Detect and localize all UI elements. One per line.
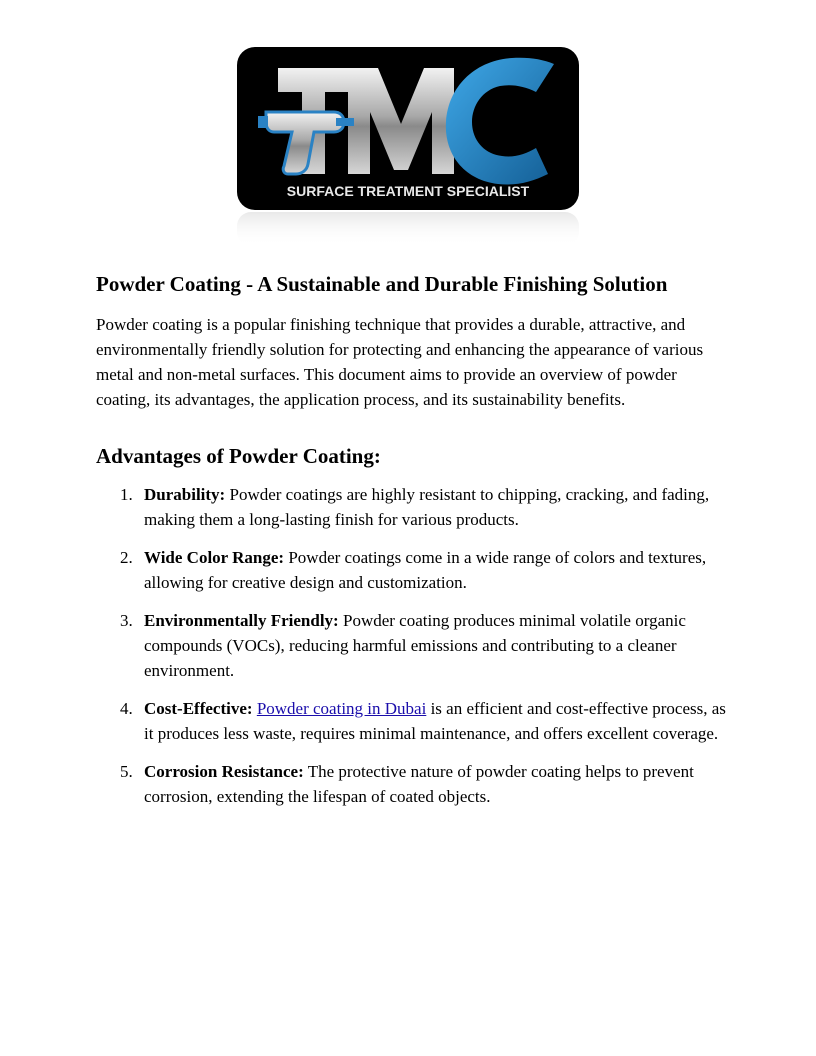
logo-tagline: SURFACE TREATMENT SPECIALIST: [286, 183, 530, 199]
document-title: Powder Coating - A Sustainable and Durable Finishing Solution: [96, 272, 668, 296]
powder-coating-dubai-link[interactable]: Powder coating in Dubai: [256, 699, 427, 718]
list-number: 4.: [120, 699, 133, 718]
list-number: 1.: [120, 485, 133, 504]
document-body: [96, 270, 726, 822]
advantages-heading: Advantages of Powder Coating:: [96, 444, 381, 468]
list-term: Corrosion Resistance:: [144, 762, 304, 781]
list-item: [96, 545, 726, 595]
list-term: Durability:: [144, 485, 226, 504]
list-item: [96, 608, 726, 683]
list-term: Cost-Effective:: [144, 699, 253, 718]
list-number: 5.: [120, 762, 133, 781]
list-number: 3.: [120, 611, 133, 630]
list-term: Environmentally Friendly:: [144, 611, 339, 630]
tmc-logo-image: [236, 46, 580, 246]
list-text: is an efficient and cost-effective process, as it produces less waste, requires minimal maintenance, and offers excellent coverage.: [144, 699, 726, 743]
intro-paragraph: Powder coating is a popular finishing technique that provides a durable, attractive, and environmentally friendly solution for protecting and enhancing the appearance of various metal and non-metal surfaces. This document aims to provide an overview of powder coating, its advantages, the application process, and its sustainability benefits.: [96, 315, 704, 409]
list-item: [96, 696, 726, 746]
list-number: 2.: [120, 548, 133, 567]
list-item: [96, 759, 726, 809]
list-text: Powder coatings are highly resistant to chipping, cracking, and fading, making them a long-lasting finish for various products.: [144, 485, 710, 529]
list-term: Wide Color Range:: [144, 548, 285, 567]
list-text: Powder coatings come in a wide range of colors and textures, allowing for creative design and customization.: [144, 548, 707, 592]
list-text: Powder coating produces minimal volatile organic compounds (VOCs), reducing harmful emissions and contributing to a cleaner environment.: [144, 611, 686, 680]
list-text: The protective nature of powder coating helps to prevent corrosion, extending the lifespan of coated objects.: [144, 762, 694, 806]
company-logo: [236, 46, 580, 246]
advantages-list: [96, 482, 726, 809]
list-item: [96, 482, 726, 532]
